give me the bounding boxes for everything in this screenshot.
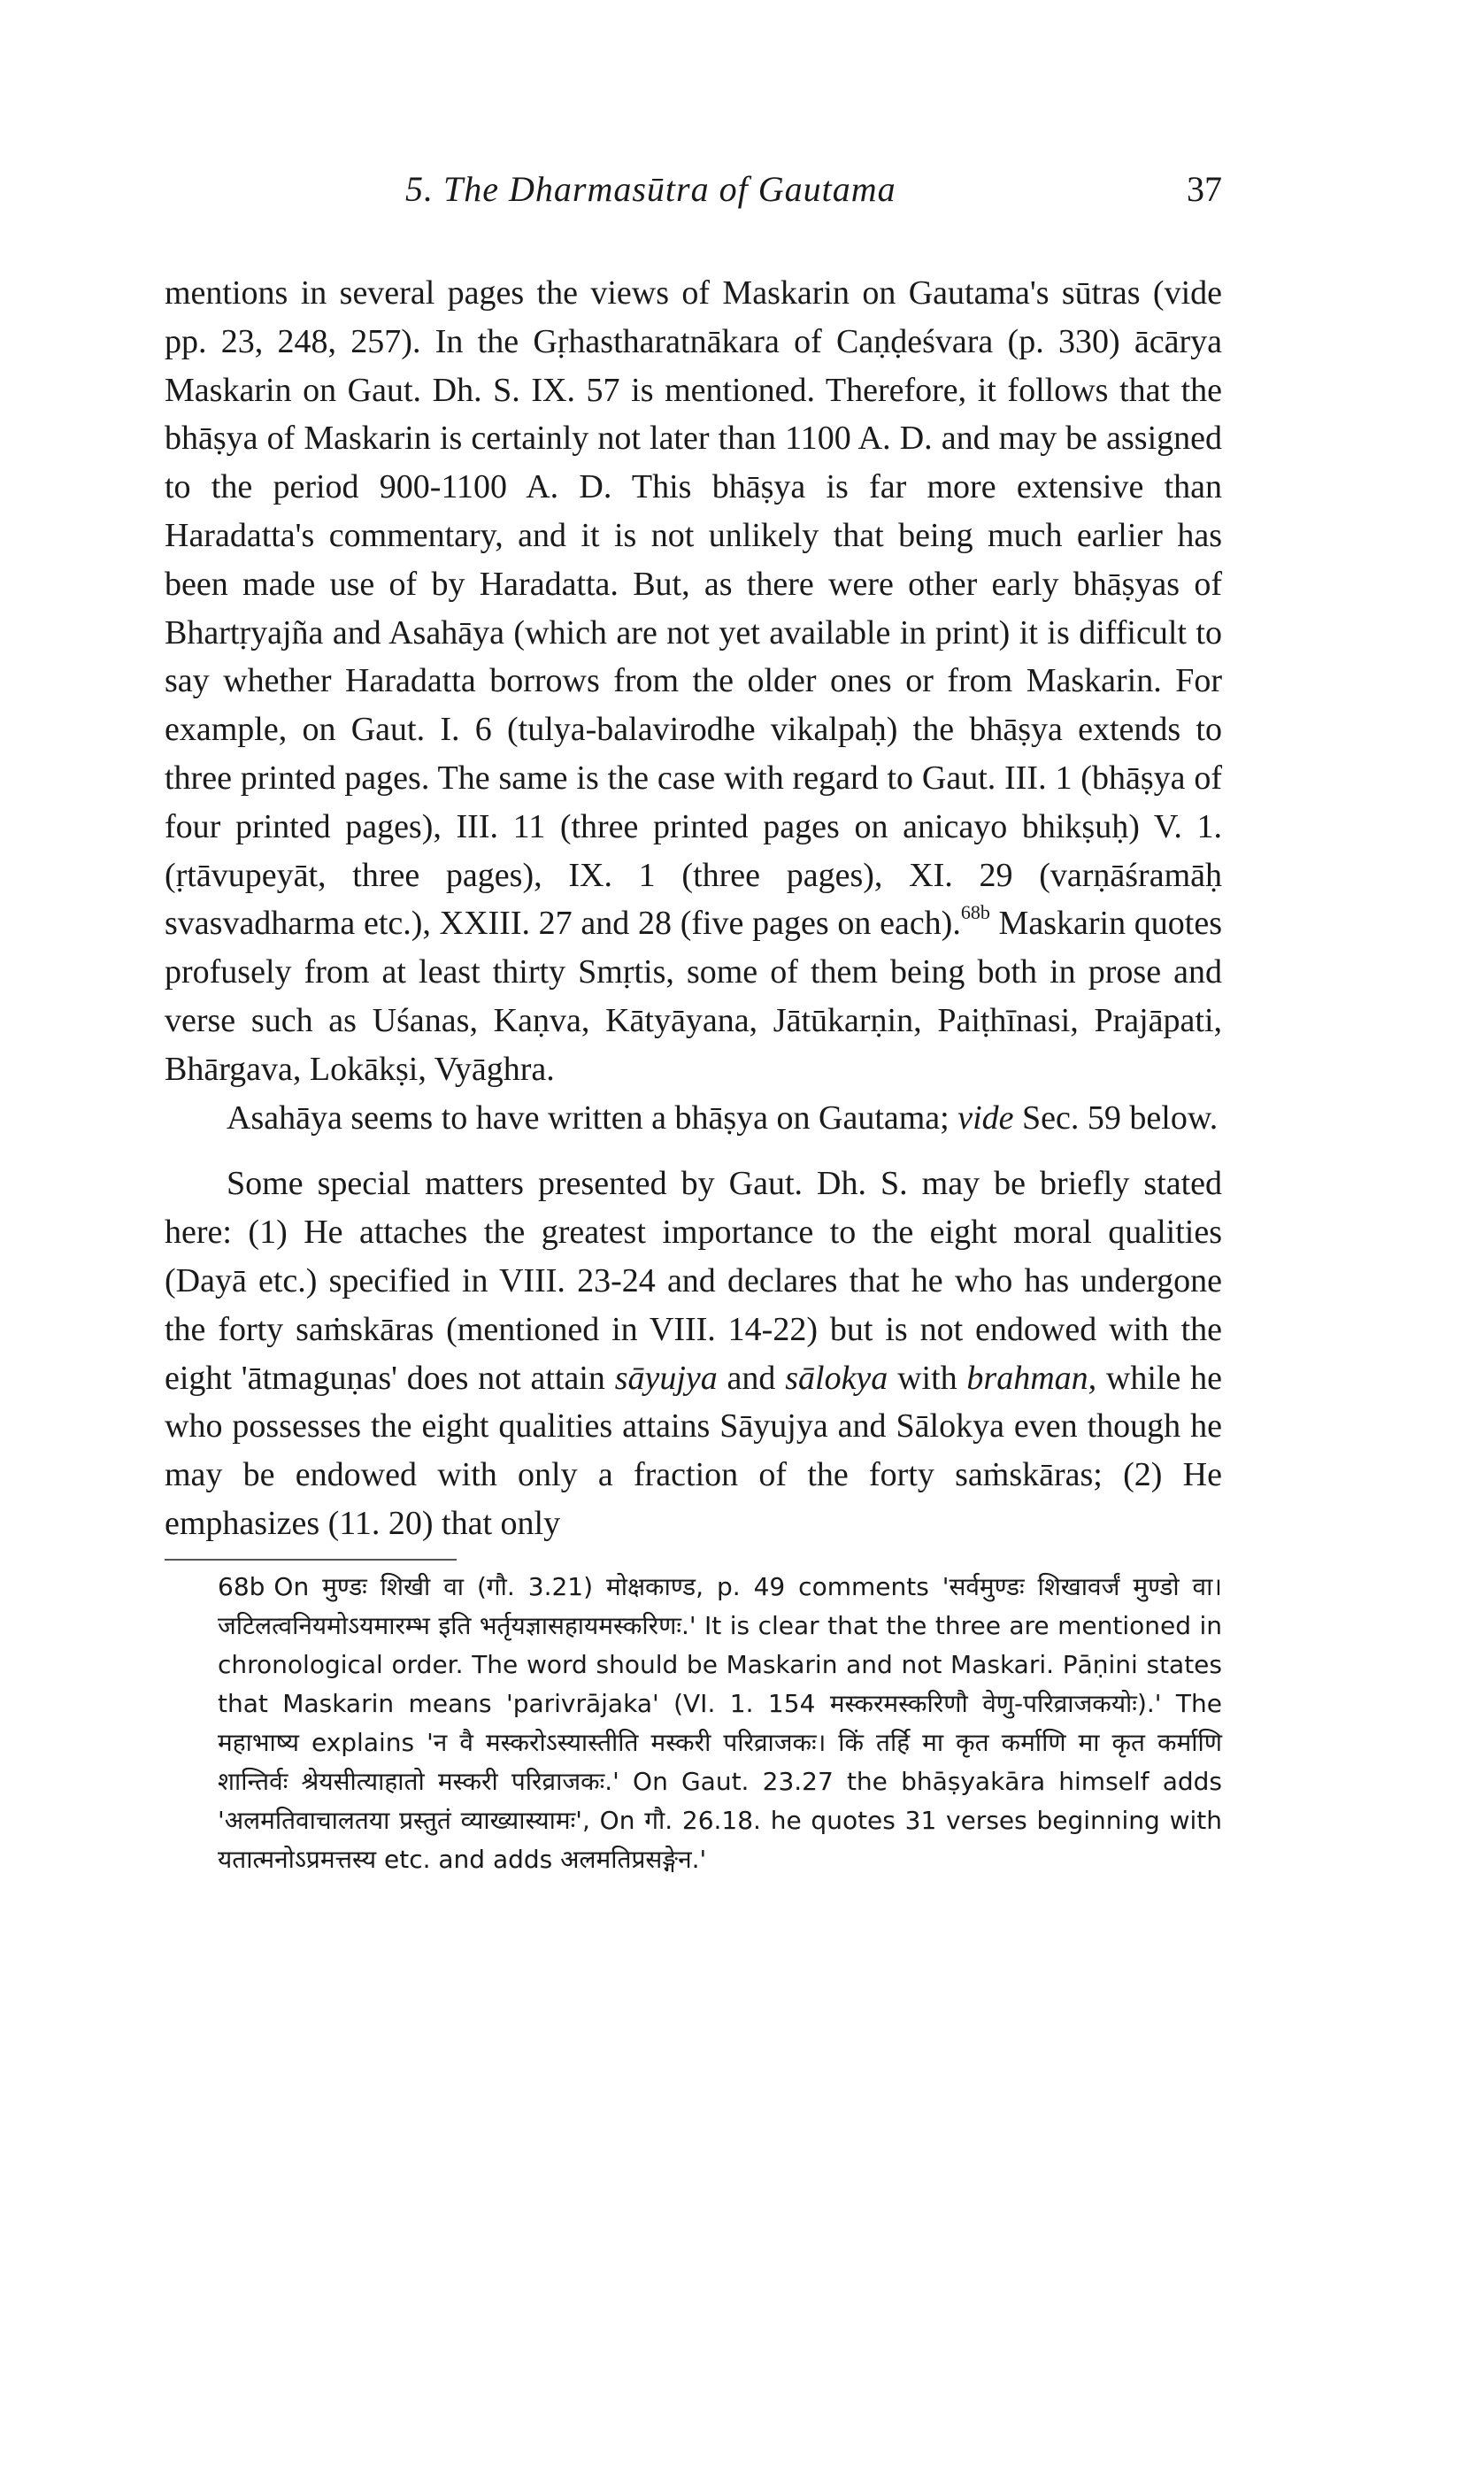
paragraph-3-text-a: Some special matters presented by Gaut. Dh. S. may be briefly stated here: (1) He attaches the greatest importance to the eight moral qualities (Dayā etc.) specified in VIII. 23-24 and declares that he who has undergone the forty saṁskāras (mentioned in VIII. 14-22) but is not endowed with the eight 'ātmaguṇas' does not attain [165, 1165, 1222, 1397]
page-number: 37 [1187, 169, 1222, 209]
term-brahman: brahman, [966, 1359, 1097, 1397]
paragraph-1-text-a: mentions in several pages the views of Maskarin on Gautama's sūtras (vide pp. 23, 248, 257). In the Gṛhastharatnākara of Caṇḍeśvara (p. 330) ācārya Maskarin on Gaut. Dh. S. IX. 57 is mentioned. Therefore, it follows that the bhāṣya of Maskarin is certainly not later than 1100 A. D. and may be assigned to the period 900-1100 A. D. This bhāṣya is far more extensive than Haradatta's commentary, and it is not unlikely that being much earlier has been made use of by Haradatta. But, as there were other early bhāṣyas of Bhartṛyajña and Asahāya (which are not yet available in print) it is difficult to say whether Haradatta borrows from the older ones or from Maskarin. For example, on Gaut. I. 6 (tulya-balavirodhe vikalpaḥ) the bhāṣya extends to three printed pages. The same is the case with regard to Gaut. III. 1 (bhāṣya of four printed pages), III. 11 (three printed pages on anicayo bhikṣuḥ) V. 1. (ṛtāvupeyāt, three pages), IX. 1 (three pages), XI. 29 (varṇāśramāḥ svasvadharma etc.), XXIII. 27 and 28 (five pages on each). [165, 274, 1222, 943]
footnote-reference: 68b [960, 900, 990, 923]
body-text [165, 269, 1222, 1548]
paragraph-2-text-b: Sec. 59 below. [1013, 1099, 1219, 1137]
paragraph-3-text-b: and [717, 1359, 786, 1397]
running-title: 5. The Dharmasūtra of Gautama [405, 169, 896, 209]
footnote-mark: 68b [218, 1571, 265, 1601]
footnote-divider [165, 1559, 457, 1561]
paragraph-3-text-c: with [888, 1359, 967, 1397]
paragraph-2 [165, 1094, 1222, 1143]
term-sayujya: sāyujya [614, 1359, 718, 1397]
paragraph-2-text-a: Asahāya seems to have written a bhāṣya on Gautama; [227, 1099, 958, 1137]
term-salokya: sālokya [785, 1359, 888, 1397]
paragraph-1-text-b: Maskarin quotes profusely from at least thirty Smṛtis, some of them being both in prose and verse such as Uśanas, Kaṇva, Kātyāyana, Jātūkarṇin, Paiṭhīnasi, Prajāpati, Bhārgava, Lokākṣi, Vyāghra. [165, 905, 1223, 1088]
footnote-text: On मुण्डः शिखी वा (गौ. 3.21) मोक्षकाण्ड, p. 49 comments 'सर्वमुण्डः शिखावर्जं मुण्डो वा। जटिलत्वनियमोऽयमारम्भ इति भर्तृयज्ञासहायमस्करिणः.' It is clear that the three are mentioned in chronological order. The word should be Maskarin and not Maskari. Pāṇini states that Maskarin means 'parivrājaka' (VI. 1. 154 मस्करमस्करिणौ वेणु-परिव्राजकयोः).' The महाभाष्य explains 'न वै मस्करोऽस्यास्तीति मस्करी परिव्राजकः। किं तर्हि मा कृत कर्माणि मा कृत कर्माणि शान्तिर्वः श्रेयसीत्याहातो मस्करी परिव्राजकः.' On Gaut. 23.27 the bhāṣyakāra himself adds 'अलमतिवाचालतया प्रस्तुतं व्याख्यास्यामः', On गौ. 26.18. he quotes 31 verses beginning with यतात्मनोऽप्रमत्तस्य etc. and adds अलमतिप्रसङ्गेन.' [218, 1571, 1222, 1874]
paragraph-1 [165, 269, 1222, 1094]
paragraph-2-italic: vide [957, 1099, 1014, 1137]
paragraph-3 [165, 1160, 1222, 1547]
running-head [165, 142, 1222, 209]
footnote [165, 1568, 1222, 1879]
paragraph-3-text-d: while he who possesses the eight qualities attains Sāyujya and Sālokya even though he may be endowed with only a fraction of the forty saṁskāras; (2) He emphasizes (11. 20) that only [165, 1359, 1223, 1542]
page [165, 142, 1222, 1879]
